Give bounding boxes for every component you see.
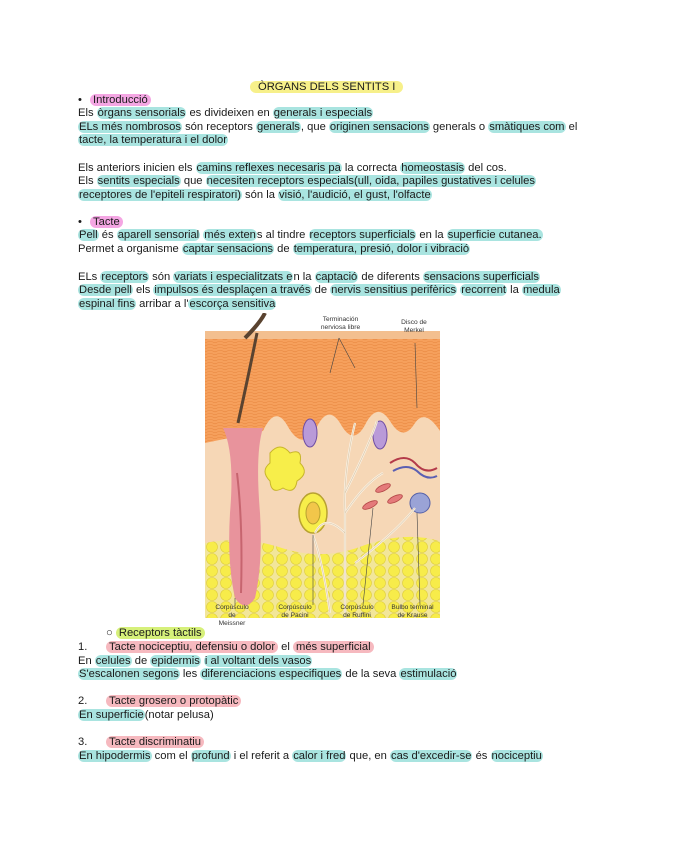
intro-line-3: tacte, la temperatura i el dolor [79, 134, 227, 146]
label-free-nerve-ending: Terminación nerviosa libre [320, 316, 361, 331]
receptor-item-2-line-1: En superficie(notar pelusa) [79, 709, 214, 721]
tacte-line-2: Permet a organisme captar sensacions de temperatura, presió, dolor i vibració [78, 243, 470, 255]
receptor-item-1-line-1: En celules de epidermis i al voltant dels vasos [78, 655, 312, 667]
intro-line-5: Els sentits especials que necesiten receptors especials(ull, oida, papiles gustatives i celules [78, 175, 535, 187]
intro-line-6: receptores de l'epiteli respiratori) són la visió, l'audició, el gust, l'olfacte [79, 189, 431, 201]
label-krause: Bulbo terminal de Krause [391, 604, 434, 619]
section-heading-intro: • Introducció [78, 94, 151, 107]
intro-line-2: ELs més nombrosos són receptors generals, que originen sensacions generals o smàtiques com el [79, 121, 578, 133]
label-merkel-disc: Disco de Merkel [401, 319, 427, 334]
page-title: ÒRGANS DELS SENTITS I [250, 81, 403, 94]
label-pacini: Corpúsculo de Pacini [278, 604, 312, 619]
section-heading-tacte: • Tacte [78, 216, 123, 229]
subheading-receptors: ○ Receptors tàctils [106, 627, 205, 640]
receptor-item-2: 2. Tacte grosero o protopàtic [78, 695, 241, 708]
intro-line-4: Els anteriors inicien els camins reflexes necesaris pa la correcta homeostasis del cos. [78, 162, 507, 174]
receptor-item-1-line-2: S'escalonen segons les diferenciacions especifiques de la seva estimulació [79, 668, 457, 680]
tacte-line-3: ELs receptors són variats i especialitzats en la captació de diferents sensacions superficials [78, 271, 540, 283]
receptor-item-3: 3. Tacte discriminatiu [78, 736, 204, 749]
receptor-item-3-line-1: En hipodermis com el profund i el referit a calor i fred que, en cas d'excedir-se és nociceptiu [79, 750, 542, 762]
receptor-item-1: 1. Tacte nociceptiu, defensiu o dolor el més superficial [78, 641, 374, 654]
label-ruffini: Corpúsculo de Ruffini [340, 604, 374, 619]
skin-illustration [205, 313, 440, 628]
label-meissner: Corpúsculo de Meissner [215, 604, 249, 627]
tacte-line-5: espinal fins arribar a l'escorça sensitiva [79, 298, 276, 310]
intro-line-1: Els òrgans sensorials es divideixen en generals i especials [78, 107, 373, 119]
tacte-line-4: Desde pell els impulsos és desplaçen a través de nervis sensitius perifèrics recorrent la medula [79, 284, 560, 296]
skin-receptors-figure [205, 313, 440, 628]
tacte-line-1: Pell és aparell sensorial més extens al tindre receptors superficials en la superficie cutanea. [79, 229, 542, 241]
